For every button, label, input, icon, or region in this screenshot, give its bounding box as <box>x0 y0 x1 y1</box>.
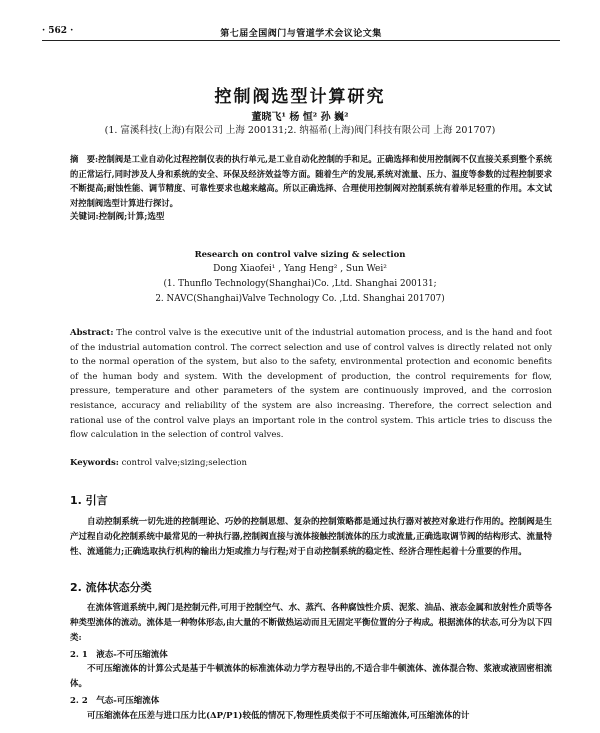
affiliations: (1. 富溪科技(上海)有限公司 上海 200131;2. 纳福希(上海)阀门科技有限公司 上海 201707) <box>104 125 496 136</box>
english-abstract-label: Abstract: <box>70 328 114 338</box>
chinese-abstract-label: 摘 要: <box>70 154 99 164</box>
english-affiliation-2: 2. NAVC(Shanghai)Valve Technology Co. ,Ltd. Shanghai 201707) <box>155 294 445 304</box>
english-keywords-text: control valve;sizing;selection <box>118 458 247 468</box>
section-2-heading: 2. 流体状态分类 <box>70 581 152 594</box>
paper-title: 控制阀选型计算研究 <box>214 87 386 107</box>
chinese-keywords-label: 关键词: <box>70 212 99 222</box>
running-header <box>42 26 560 40</box>
english-abstract <box>70 326 552 443</box>
section-1-heading: 1. 引言 <box>70 494 108 507</box>
section-2-text: 在流体管道系统中,阀门是控制元件,可用于控制空气、水、蒸汽、各种腐蚀性介质、泥浆、油品、液态金属和放射性介质等各种类型流体的流动。流体是一种物体形态,由大量的不断做热运动而且无固定平衡位置的分子构成。根据流体的状态,可分为以下四类: <box>70 603 552 643</box>
english-affiliation-1: (1. Thunflo Technology(Shanghai)Co. ,Ltd. Shanghai 200131; <box>163 279 437 289</box>
section-2-1-heading: 2. 1 液态-不可压缩流体 <box>70 650 168 660</box>
english-abstract-text: The control valve is the executive unit of the industrial automation process, and is the hand and foot of the industrial automation control. The correct selection and use of control valves is directly related not only to the normal operation of the system, but also to the safety, environmental protection and economic benefits of the human body and system. With the development of production, the control requirements for flow, pressure, temperature and other parameters of the system are continuously improved, and the corrosion resistance, accuracy and reliability of the system are also increasing. Therefore, the correct selection and rational use of the control valve plays an important role in the control system. This article tries to discuss the flow calculation in the selection of control valves. <box>70 328 552 441</box>
chinese-keywords <box>70 210 164 222</box>
english-authors: Dong Xiaofei¹ , Yang Heng² , Sun Wei² <box>213 264 387 274</box>
section-2-1-text: 不可压缩流体的计算公式是基于牛顿流体的标准流体动力学方程导出的,不适合非牛顿流体、流体混合物、浆液或液固密相流体。 <box>70 664 552 689</box>
english-title: Research on control valve sizing & selection <box>194 250 406 260</box>
english-keywords <box>70 458 247 468</box>
section-2-2-heading: 2. 2 气态-可压缩流体 <box>70 696 160 706</box>
section-2-2-text: 可压缩流体在压差与进口压力比(ΔP/P1)较低的情况下,物理性质类似于不可压缩流体,可压缩流体的计 <box>87 711 470 721</box>
conference-name: 第七届全国阀门与管道学术会议论文集 <box>220 29 382 39</box>
english-keywords-label: Keywords: <box>70 458 119 468</box>
chinese-abstract-text: 控制阀是工业自动化过程控制仪表的执行单元,是工业自动化控制的手和足。正确选择和使用控制阀不仅直接关系到整个系统的正常运行,同时涉及人身和系统的安全、环保及经济效益等方面。随着生产的发展,系统对流量、压力、温度等参数的过程控制要求不断提高;耐蚀性能、调节精度、可靠性要求也越来越高。所以正确选择、合理使用控制阀对控制系统有着举足轻重的作用。本文试对控制阀选型计算进行探讨。 <box>70 154 552 208</box>
chinese-abstract <box>70 152 552 210</box>
header-rule <box>42 40 560 41</box>
author-list: 董晓飞¹ 杨 恒² 孙 巍² <box>251 112 349 123</box>
section-1-text: 自动控制系统一切先进的控制理论、巧妙的控制思想、复杂的控制策略都是通过执行器对被控对象进行作用的。控制阀是生产过程自动化控制系统中最常见的一种执行器,控制阀直接与流体接触控制流体的压力或流量,正确选取调节阀的结构形式、流量特性、流通能力;正确选取执行机构的输出力矩或推力与行程;对于自动控制系统的稳定性、经济合理性起着十分重要的作用。 <box>70 517 552 557</box>
chinese-keywords-text: 控制阀;计算;选型 <box>98 212 165 222</box>
page-number: · 562 · <box>42 26 74 36</box>
